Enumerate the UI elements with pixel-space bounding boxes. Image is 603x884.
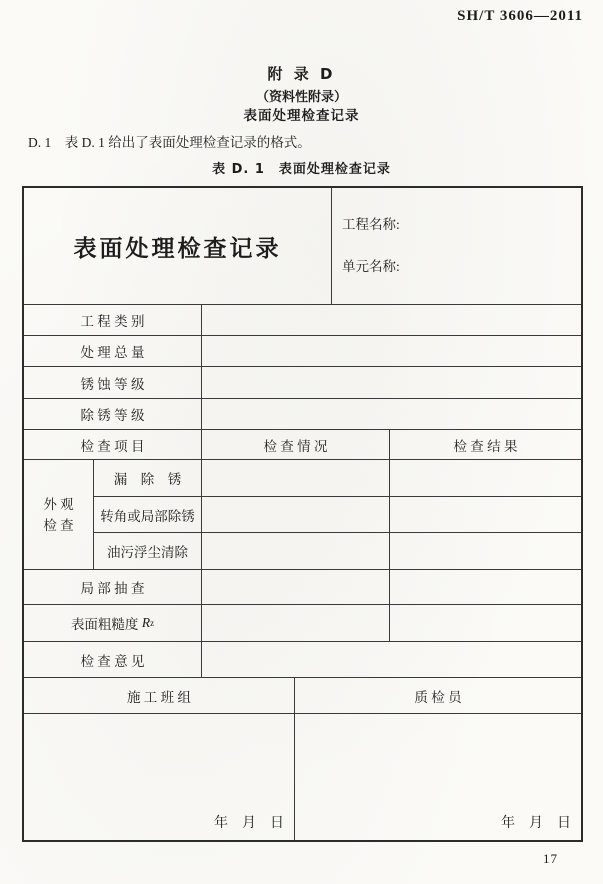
check-item-header-cell	[24, 430, 202, 459]
project-type-label-cell	[24, 305, 202, 335]
corner-derust-result-cell	[390, 497, 581, 533]
appearance-check-label-cell	[24, 460, 94, 569]
check-situation-header-cell	[202, 430, 390, 459]
opinion-label: 检 查 意 见	[80, 653, 145, 669]
check-header-row	[24, 430, 581, 460]
missed-derust-label-cell	[94, 460, 202, 496]
spot-check-result-cell	[390, 570, 581, 604]
derust-grade-value-cell	[202, 399, 581, 429]
oil-dust-result-cell	[390, 533, 581, 569]
roughness-label-cell	[24, 605, 202, 641]
derust-grade-label: 除 锈 等 级	[80, 408, 145, 423]
check-item-header: 检 查 项 目	[80, 438, 145, 454]
opinion-label-cell	[24, 642, 202, 677]
project-name-label: 工程名称:	[342, 217, 400, 232]
corner-derust-label: 转角或局部除锈	[100, 508, 195, 524]
appendix-subject: 表面处理检查记录	[243, 108, 360, 124]
spot-check-label-cell	[24, 570, 202, 604]
project-unit-cell	[332, 188, 581, 304]
appendix-title: 附 录 D	[267, 65, 336, 83]
inspector-date-label: 年 月 日	[501, 816, 571, 831]
roughness-subscript: z	[150, 618, 155, 628]
check-situation-header: 检 查 情 况	[263, 438, 328, 454]
treatment-total-label-cell	[24, 336, 202, 366]
check-result-header: 检 查 结 果	[453, 438, 518, 454]
oil-dust-label-cell	[94, 533, 202, 569]
form-header-row	[24, 188, 581, 305]
crew-date-label: 年 月 日	[214, 816, 284, 831]
inspection-form-table	[22, 186, 583, 842]
roughness-label: 表面粗糙度	[70, 617, 142, 632]
signer-header-row	[24, 678, 581, 714]
rust-grade-label: 锈 蚀 等 级	[80, 376, 145, 392]
corner-derust-label-cell	[94, 497, 202, 533]
intro-clause: D. 1 表 D. 1 给出了表面处理检查记录的格式。	[28, 135, 311, 150]
corner-derust-situation-cell	[202, 497, 390, 533]
crew-label-cell	[24, 678, 295, 713]
project-type-value-cell	[202, 305, 581, 335]
appearance-label-line2: 检 查	[43, 517, 74, 533]
oil-dust-label: 油污浮尘清除	[107, 545, 188, 561]
form-title-cell	[24, 188, 332, 304]
table-caption: 表 D. 1 表面处理检查记录	[212, 162, 391, 177]
roughness-row	[24, 605, 581, 642]
missed-derust-result-cell	[390, 460, 581, 496]
table-row	[24, 367, 581, 399]
treatment-total-value-cell	[202, 336, 581, 366]
derust-grade-label-cell	[24, 399, 202, 429]
rust-grade-value-cell	[202, 367, 581, 398]
table-row	[24, 305, 581, 336]
oil-dust-situation-cell	[202, 533, 390, 569]
missed-derust-situation-cell	[202, 460, 390, 496]
crew-label: 施 工 班 组	[126, 689, 192, 705]
table-row	[24, 336, 581, 367]
appearance-label-line1: 外 观	[43, 496, 74, 512]
table-row	[94, 460, 581, 497]
spot-check-row	[24, 570, 581, 605]
page-number: 17	[543, 851, 558, 866]
treatment-total-label: 处 理 总 量	[80, 345, 145, 360]
appearance-sub-rows	[94, 460, 581, 569]
signature-row	[24, 714, 581, 840]
appendix-type: （资料性附录）	[255, 90, 347, 105]
table-row	[94, 533, 581, 569]
roughness-situation-cell	[202, 605, 390, 641]
unit-name-label: 单元名称:	[342, 259, 400, 274]
project-type-label: 工 程 类 别	[80, 314, 145, 329]
opinion-row	[24, 642, 581, 678]
inspector-signature-cell	[295, 714, 581, 840]
missed-derust-label: 漏 除 锈	[113, 471, 182, 487]
crew-signature-cell	[24, 714, 295, 840]
check-result-header-cell	[390, 430, 581, 459]
standard-code: SH/T 3606—2011	[457, 8, 583, 24]
form-title: 表面处理检查记录	[73, 235, 282, 261]
spot-check-label: 局 部 抽 查	[80, 581, 145, 596]
table-row	[24, 399, 581, 430]
table-row	[94, 497, 581, 534]
rust-grade-label-cell	[24, 367, 202, 398]
roughness-symbol: R	[141, 615, 151, 630]
opinion-value-cell	[202, 642, 581, 677]
spot-check-situation-cell	[202, 570, 390, 604]
appearance-check-group	[24, 460, 581, 570]
inspector-label-cell	[295, 678, 581, 713]
roughness-result-cell	[390, 605, 581, 641]
inspector-label: 质 检 员	[414, 689, 462, 705]
